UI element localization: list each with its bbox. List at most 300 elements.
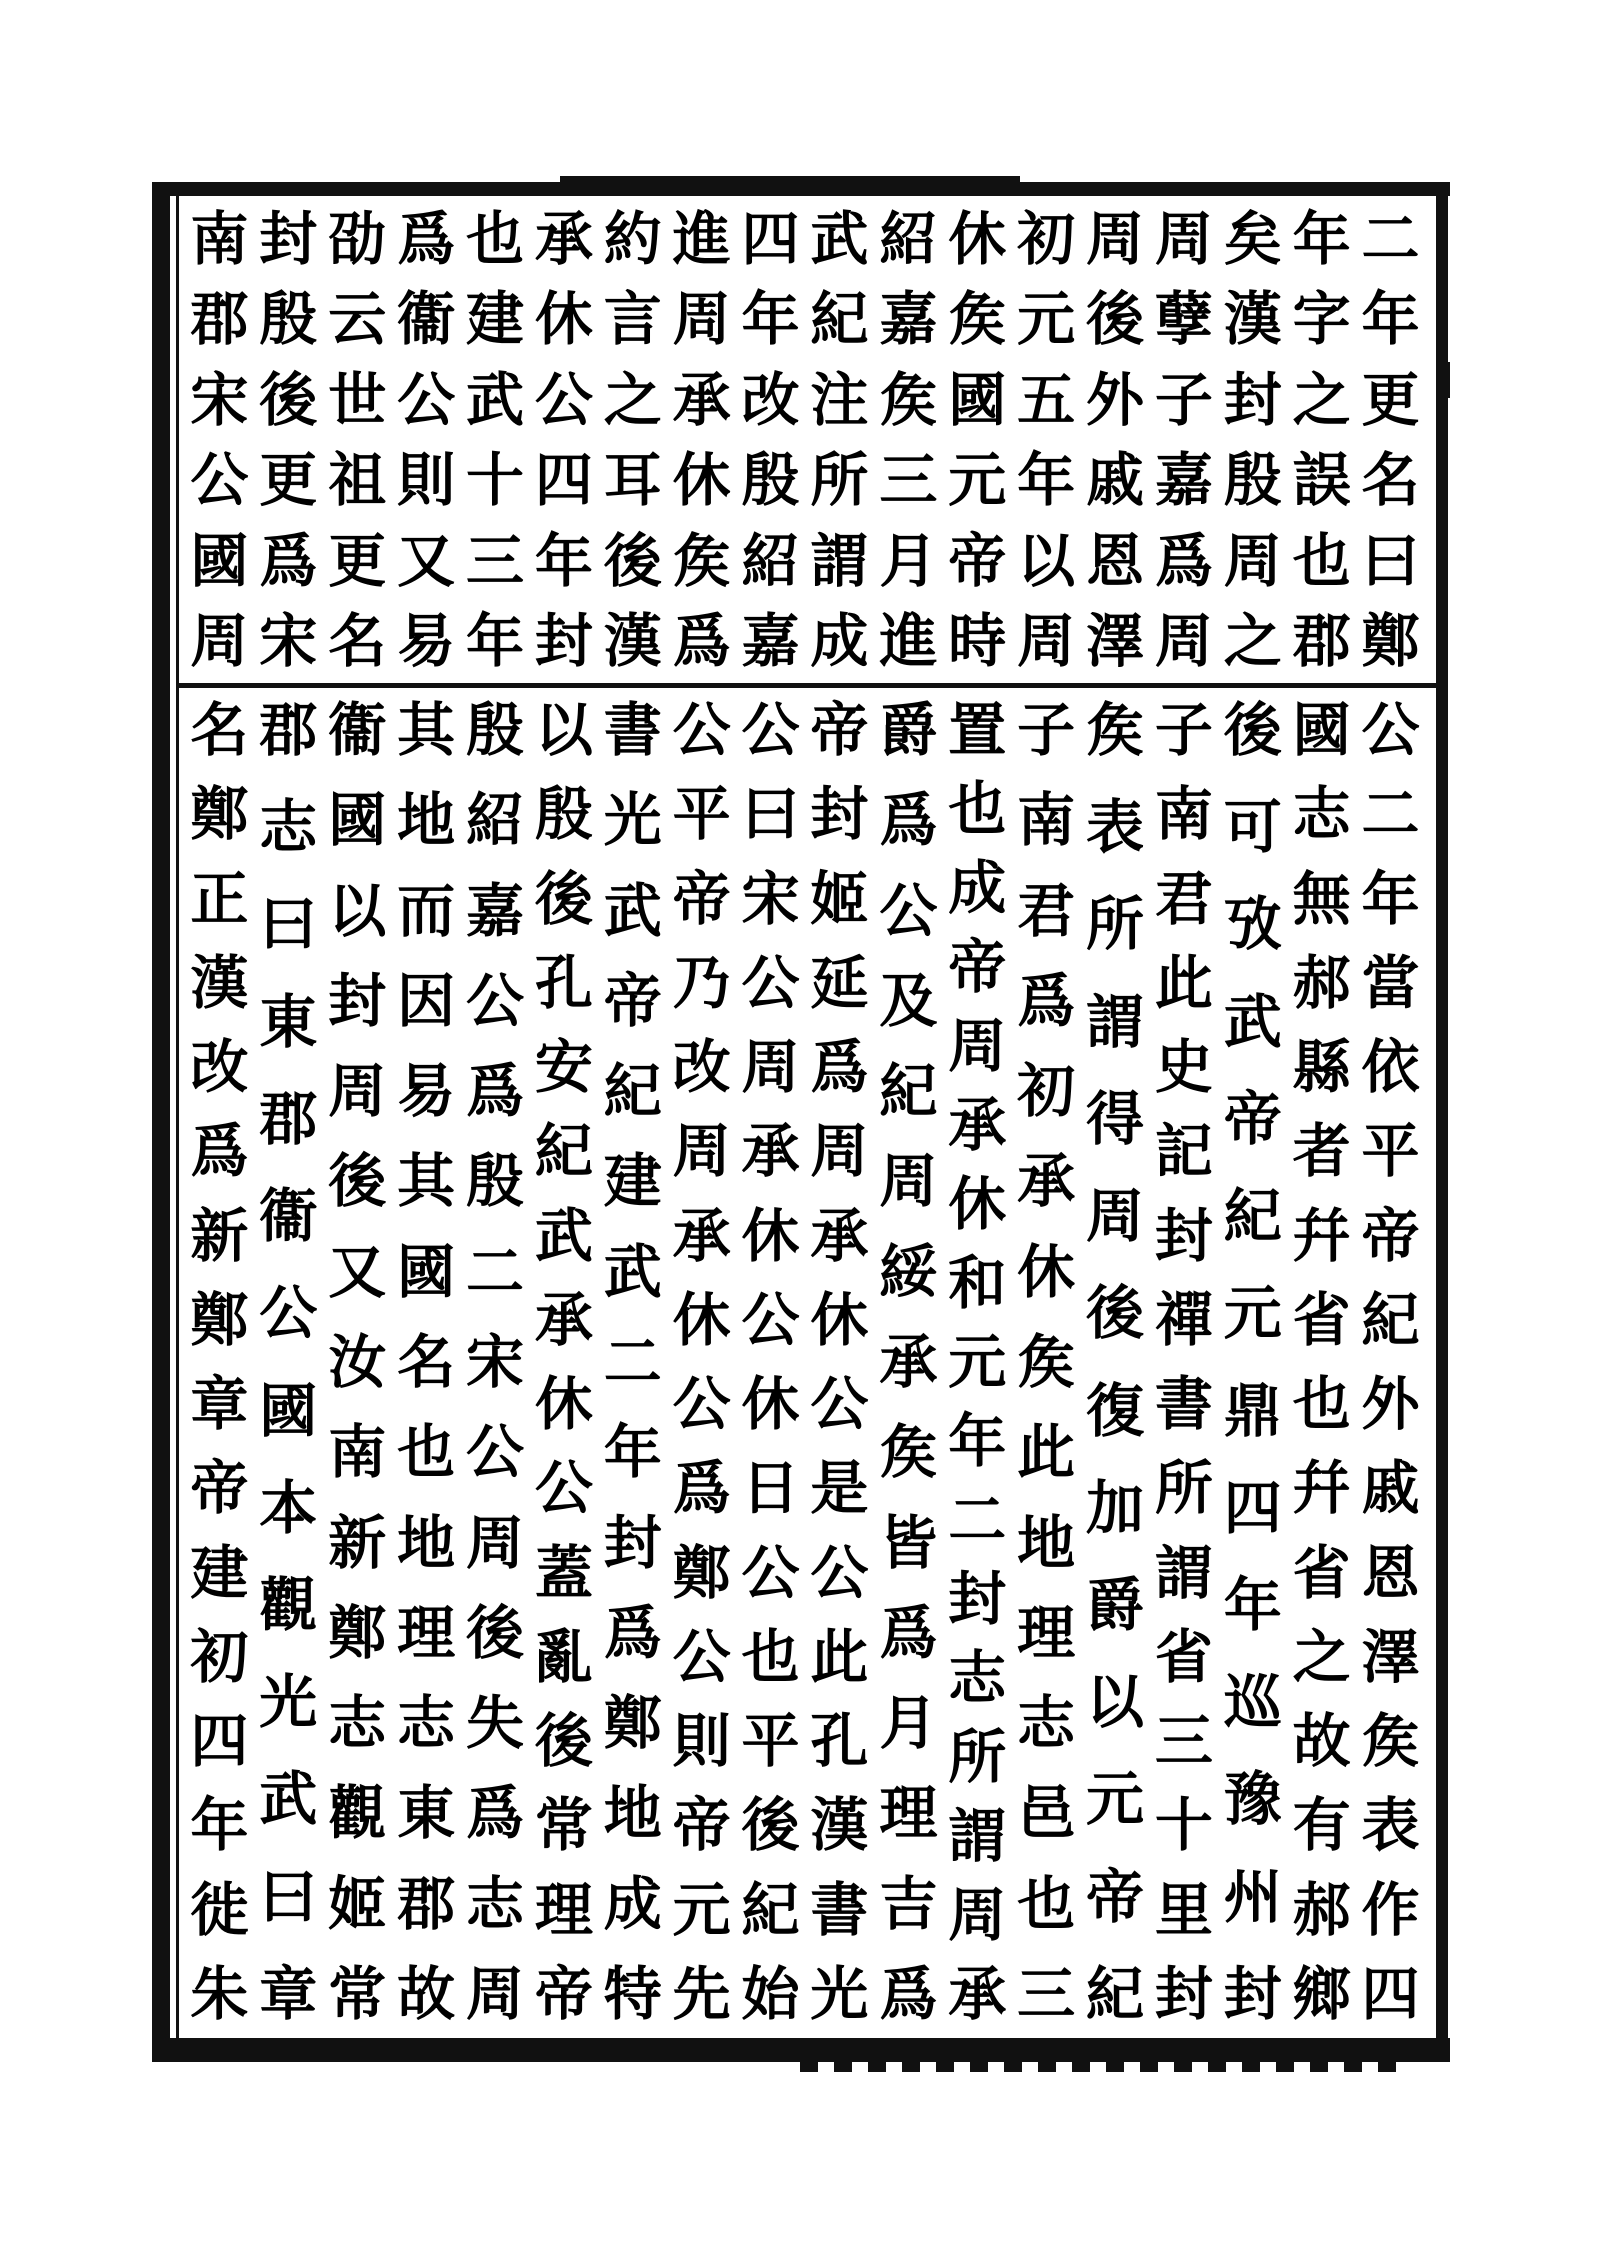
glyph: 爲 [672,606,731,675]
glyph: 公 [534,365,593,434]
text-column [461,205,530,675]
glyph: 後 [534,1707,593,1776]
glyph: 書 [603,696,662,764]
glyph: 周 [741,1033,800,1102]
glyph: 志 [948,1644,1007,1712]
glyph: 理 [1017,1598,1076,1667]
text-column [529,205,598,675]
glyph: 名 [328,606,387,675]
glyph: 國 [397,1237,456,1306]
glyph: 里 [1154,1875,1213,1944]
glyph: 志 [1292,780,1351,849]
glyph: 表 [1085,793,1144,862]
text-column [667,696,736,2028]
glyph: 承 [534,1285,593,1354]
glyph: 郝 [1292,948,1351,1017]
glyph: 復 [1085,1376,1144,1445]
glyph: 十 [465,446,524,515]
glyph: 成 [948,854,1007,922]
glyph: 周 [1154,606,1213,675]
glyph: 後 [1223,696,1282,764]
glyph: 殷 [1223,446,1282,515]
glyph: 戚 [1361,1454,1420,1523]
glyph: 年 [948,1407,1007,1475]
text-column [874,696,943,2028]
text-column [1356,205,1425,675]
glyph: 爲 [259,526,318,595]
glyph: 豫 [1223,1765,1282,1834]
glyph: 易 [397,606,456,675]
text-column [1149,205,1218,675]
glyph: 公 [741,1285,800,1354]
glyph: 則 [397,446,456,515]
glyph: 承 [810,1201,869,1270]
glyph: 省 [1292,1285,1351,1354]
glyph: 後 [465,1598,524,1667]
glyph: 鄭 [328,1598,387,1667]
glyph: 後 [534,864,593,933]
glyph: 所 [810,446,869,515]
glyph: 而 [397,876,456,945]
glyph: 漢 [603,606,662,675]
glyph: 帝 [672,864,731,933]
glyph: 又 [397,526,456,595]
text-column [598,696,667,2028]
glyph: 嘉 [741,606,800,675]
glyph: 年 [1361,285,1420,354]
glyph: 周 [190,606,249,675]
glyph: 宋 [259,606,318,675]
text-column [1081,696,1150,2028]
glyph: 此 [810,1622,869,1691]
glyph: 周 [948,1012,1007,1080]
glyph: 帝 [603,966,662,1035]
text-column [667,205,736,675]
glyph: 承 [948,1091,1007,1159]
text-column [805,696,874,2028]
glyph: 月 [879,526,938,595]
glyph: 二 [1361,780,1420,849]
glyph: 禪 [1154,1285,1213,1354]
glyph: 三 [879,446,938,515]
text-column [323,696,392,2028]
glyph: 劭 [328,205,387,273]
glyph: 爲 [397,205,456,273]
glyph: 帝 [534,1959,593,2028]
text-column [1149,696,1218,2028]
glyph: 初 [1017,205,1076,273]
glyph: 郡 [1292,606,1351,675]
glyph: 後 [1085,1279,1144,1348]
glyph: 爲 [1154,526,1213,595]
glyph: 理 [397,1598,456,1667]
glyph: 休 [534,1370,593,1439]
glyph: 光 [810,1959,869,2028]
text-column [1012,205,1081,675]
glyph: 公 [259,1279,318,1348]
glyph: 東 [259,987,318,1056]
glyph: 名 [1361,446,1420,515]
glyph: 公 [534,1454,593,1523]
glyph: 所 [1154,1454,1213,1523]
text-column [1218,205,1287,675]
glyph: 姬 [810,864,869,933]
glyph: 改 [190,1033,249,1102]
frame-left-inner-rule [176,196,179,2038]
glyph: 殷 [741,446,800,515]
text-column [943,696,1012,2028]
glyph: 此 [1154,948,1213,1017]
glyph: 鄉 [1292,1959,1351,2028]
glyph: 當 [1361,948,1420,1017]
glyph: 年 [741,285,800,354]
glyph: 又 [328,1237,387,1306]
glyph: 矦 [948,285,1007,354]
glyph: 爲 [879,786,938,855]
text-column [323,205,392,675]
glyph: 地 [603,1779,662,1848]
glyph: 曰 [259,890,318,959]
glyph: 嘉 [1154,446,1213,515]
glyph: 建 [190,1538,249,1607]
glyph: 矦 [1017,1327,1076,1396]
text-column [254,696,323,2028]
glyph: 正 [190,864,249,933]
glyph: 和 [948,1249,1007,1317]
glyph: 年 [1017,446,1076,515]
glyph: 所 [948,1723,1007,1791]
glyph: 史 [1154,1033,1213,1102]
glyph: 周 [328,1057,387,1126]
glyph: 鄭 [1361,606,1420,675]
glyph: 公 [810,1538,869,1607]
glyph: 澤 [1085,606,1144,675]
glyph: 則 [672,1707,731,1776]
glyph: 鄭 [603,1689,662,1758]
glyph: 改 [741,365,800,434]
glyph: 可 [1223,793,1282,862]
glyph: 衞 [259,1182,318,1251]
glyph: 帝 [948,933,1007,1001]
text-column [529,696,598,2028]
glyph: 恩 [1085,526,1144,595]
glyph: 封 [948,1565,1007,1633]
text-column [392,205,461,675]
glyph: 更 [259,446,318,515]
glyph: 周 [672,285,731,354]
glyph: 元 [1085,1765,1144,1834]
glyph: 所 [1085,890,1144,959]
glyph: 鄭 [190,780,249,849]
glyph: 公 [672,696,731,764]
glyph: 周 [465,1508,524,1577]
glyph: 平 [741,1707,800,1776]
glyph: 爲 [603,1598,662,1667]
glyph: 武 [465,365,524,434]
glyph: 承 [741,1117,800,1186]
glyph: 武 [259,1765,318,1834]
glyph: 綏 [879,1237,938,1306]
glyph: 進 [672,205,731,273]
glyph: 承 [1017,1147,1076,1216]
glyph: 故 [397,1959,456,2028]
glyph: 帝 [190,1454,249,1523]
glyph: 五 [1017,365,1076,434]
glyph: 依 [1361,1033,1420,1102]
lower-text-block [185,696,1425,2028]
glyph: 其 [397,696,456,764]
glyph: 郡 [190,285,249,354]
glyph: 周 [879,1147,938,1216]
glyph: 誤 [1292,446,1351,515]
glyph: 紀 [603,1057,662,1126]
glyph: 四 [190,1707,249,1776]
glyph: 之 [1292,365,1351,434]
glyph: 年 [465,606,524,675]
glyph: 也 [1292,1370,1351,1439]
glyph: 以 [1085,1668,1144,1737]
glyph: 嘉 [465,876,524,945]
glyph: 紹 [741,526,800,595]
glyph: 宋 [190,365,249,434]
glyph: 延 [810,948,869,1017]
glyph: 曰 [741,780,800,849]
glyph: 殷 [465,696,524,764]
glyph: 表 [1361,1791,1420,1860]
glyph: 帝 [948,526,1007,595]
glyph: 國 [1292,696,1351,764]
glyph: 國 [190,526,249,595]
glyph: 休 [534,285,593,354]
glyph: 謂 [1085,987,1144,1056]
glyph: 平 [1361,1117,1420,1186]
glyph: 二 [1361,205,1420,273]
glyph: 三 [1017,1959,1076,2028]
glyph: 封 [1154,1201,1213,1270]
glyph: 易 [397,1057,456,1126]
glyph: 承 [534,205,593,273]
glyph: 建 [465,285,524,354]
glyph: 封 [534,606,593,675]
glyph: 國 [328,786,387,855]
glyph: 朱 [190,1959,249,2028]
glyph: 公 [672,1370,731,1439]
glyph: 矦 [672,526,731,595]
glyph: 休 [741,1370,800,1439]
glyph: 南 [328,1418,387,1487]
glyph: 爵 [1085,1570,1144,1639]
text-column [1287,205,1356,675]
glyph: 無 [1292,864,1351,933]
glyph: 省 [1154,1622,1213,1691]
glyph: 祖 [328,446,387,515]
glyph: 爲 [879,1959,938,2028]
glyph: 新 [190,1201,249,1270]
glyph: 殷 [534,780,593,849]
glyph: 二 [465,1237,524,1306]
glyph: 紀 [1361,1285,1420,1354]
glyph: 紀 [534,1117,593,1186]
glyph: 武 [1223,987,1282,1056]
text-column [185,205,254,675]
glyph: 志 [465,1869,524,1938]
glyph: 巡 [1223,1668,1282,1737]
glyph: 澤 [1361,1622,1420,1691]
glyph: 理 [879,1779,938,1848]
glyph: 三 [465,526,524,595]
glyph: 周 [1223,526,1282,595]
glyph: 公 [1361,696,1420,764]
glyph: 本 [259,1473,318,1542]
frame-left-border [152,182,170,2062]
glyph: 封 [1223,365,1282,434]
glyph: 武 [603,876,662,945]
glyph: 年 [1223,1570,1282,1639]
glyph: 紹 [465,786,524,855]
glyph: 二 [948,1486,1007,1554]
glyph: 帝 [672,1791,731,1860]
glyph: 常 [328,1959,387,2028]
glyph: 幷 [1292,1454,1351,1523]
glyph: 成 [603,1869,662,1938]
margin-mark [1436,362,1450,398]
glyph: 君 [1017,876,1076,945]
glyph: 帝 [1085,1862,1144,1931]
glyph: 孔 [534,948,593,1017]
text-column [1356,696,1425,2028]
glyph: 武 [810,205,869,273]
glyph: 休 [810,1285,869,1354]
glyph: 皆 [879,1508,938,1577]
glyph: 攷 [1223,890,1282,959]
glyph: 後 [328,1147,387,1216]
glyph: 爲 [465,1057,524,1126]
glyph: 名 [190,696,249,764]
glyph: 平 [672,780,731,849]
glyph: 元 [1223,1279,1282,1348]
glyph: 爲 [810,1033,869,1102]
glyph: 封 [1154,1959,1213,2028]
glyph: 公 [741,948,800,1017]
glyph: 元 [672,1875,731,1944]
glyph: 爲 [879,1598,938,1667]
glyph: 公 [879,876,938,945]
section-divider [176,683,1436,688]
glyph: 十 [1154,1791,1213,1860]
frame-bottom-marks [800,2050,1400,2072]
upper-text-block [185,205,1425,675]
glyph: 更 [1361,365,1420,434]
glyph: 帝 [810,696,869,764]
glyph: 云 [328,285,387,354]
glyph: 元 [948,446,1007,515]
glyph: 後 [741,1791,800,1860]
glyph: 縣 [1292,1033,1351,1102]
glyph: 嘉 [879,285,938,354]
glyph: 公 [190,446,249,515]
glyph: 志 [397,1689,456,1758]
glyph: 爵 [879,696,938,764]
glyph: 國 [259,1376,318,1445]
glyph: 衞 [397,285,456,354]
glyph: 公 [465,1418,524,1487]
glyph: 紀 [741,1875,800,1944]
glyph: 曰 [259,1862,318,1931]
glyph: 南 [190,205,249,273]
glyph: 承 [879,1327,938,1396]
glyph: 封 [810,780,869,849]
glyph: 外 [1361,1370,1420,1439]
glyph: 公 [397,365,456,434]
glyph: 紀 [810,285,869,354]
glyph: 年 [534,526,593,595]
glyph: 鄭 [672,1538,731,1607]
glyph: 郡 [259,1084,318,1153]
glyph: 恩 [1361,1538,1420,1607]
glyph: 光 [259,1668,318,1737]
glyph: 爲 [465,1779,524,1848]
text-column [1218,696,1287,2028]
glyph: 得 [1085,1084,1144,1153]
glyph: 武 [534,1201,593,1270]
glyph: 注 [810,365,869,434]
glyph: 周 [672,1117,731,1186]
glyph: 南 [1154,780,1213,849]
glyph: 孔 [810,1707,869,1776]
glyph: 子 [1154,365,1213,434]
glyph: 言 [603,285,662,354]
glyph: 謂 [948,1802,1007,1870]
glyph: 名 [397,1327,456,1396]
text-column [461,696,530,2028]
text-column [1081,205,1150,675]
glyph: 封 [603,1508,662,1577]
glyph: 之 [1223,606,1282,675]
glyph: 地 [397,786,456,855]
glyph: 封 [328,966,387,1035]
glyph: 紹 [879,205,938,273]
text-column [185,696,254,2028]
glyph: 觀 [328,1779,387,1848]
glyph: 矦 [879,365,938,434]
glyph: 二 [603,1327,662,1396]
glyph: 光 [603,786,662,855]
glyph: 承 [672,365,731,434]
glyph: 及 [879,966,938,1035]
glyph: 是 [810,1454,869,1523]
glyph: 常 [534,1791,593,1860]
glyph: 記 [1154,1117,1213,1186]
text-column [736,696,805,2028]
glyph: 周 [1017,606,1076,675]
glyph: 書 [810,1875,869,1944]
glyph: 孽 [1154,285,1213,354]
glyph: 章 [259,1959,318,2028]
text-column [943,205,1012,675]
glyph: 四 [741,205,800,273]
glyph: 邑 [1017,1779,1076,1848]
text-column [1287,696,1356,2028]
glyph: 特 [603,1959,662,2028]
glyph: 子 [1154,696,1213,764]
glyph: 曰 [1361,526,1420,595]
frame-right-border [1436,182,1448,2062]
glyph: 後 [259,365,318,434]
glyph: 初 [1017,1057,1076,1126]
glyph: 周 [465,1959,524,2028]
glyph: 謂 [1154,1538,1213,1607]
glyph: 休 [741,1201,800,1270]
